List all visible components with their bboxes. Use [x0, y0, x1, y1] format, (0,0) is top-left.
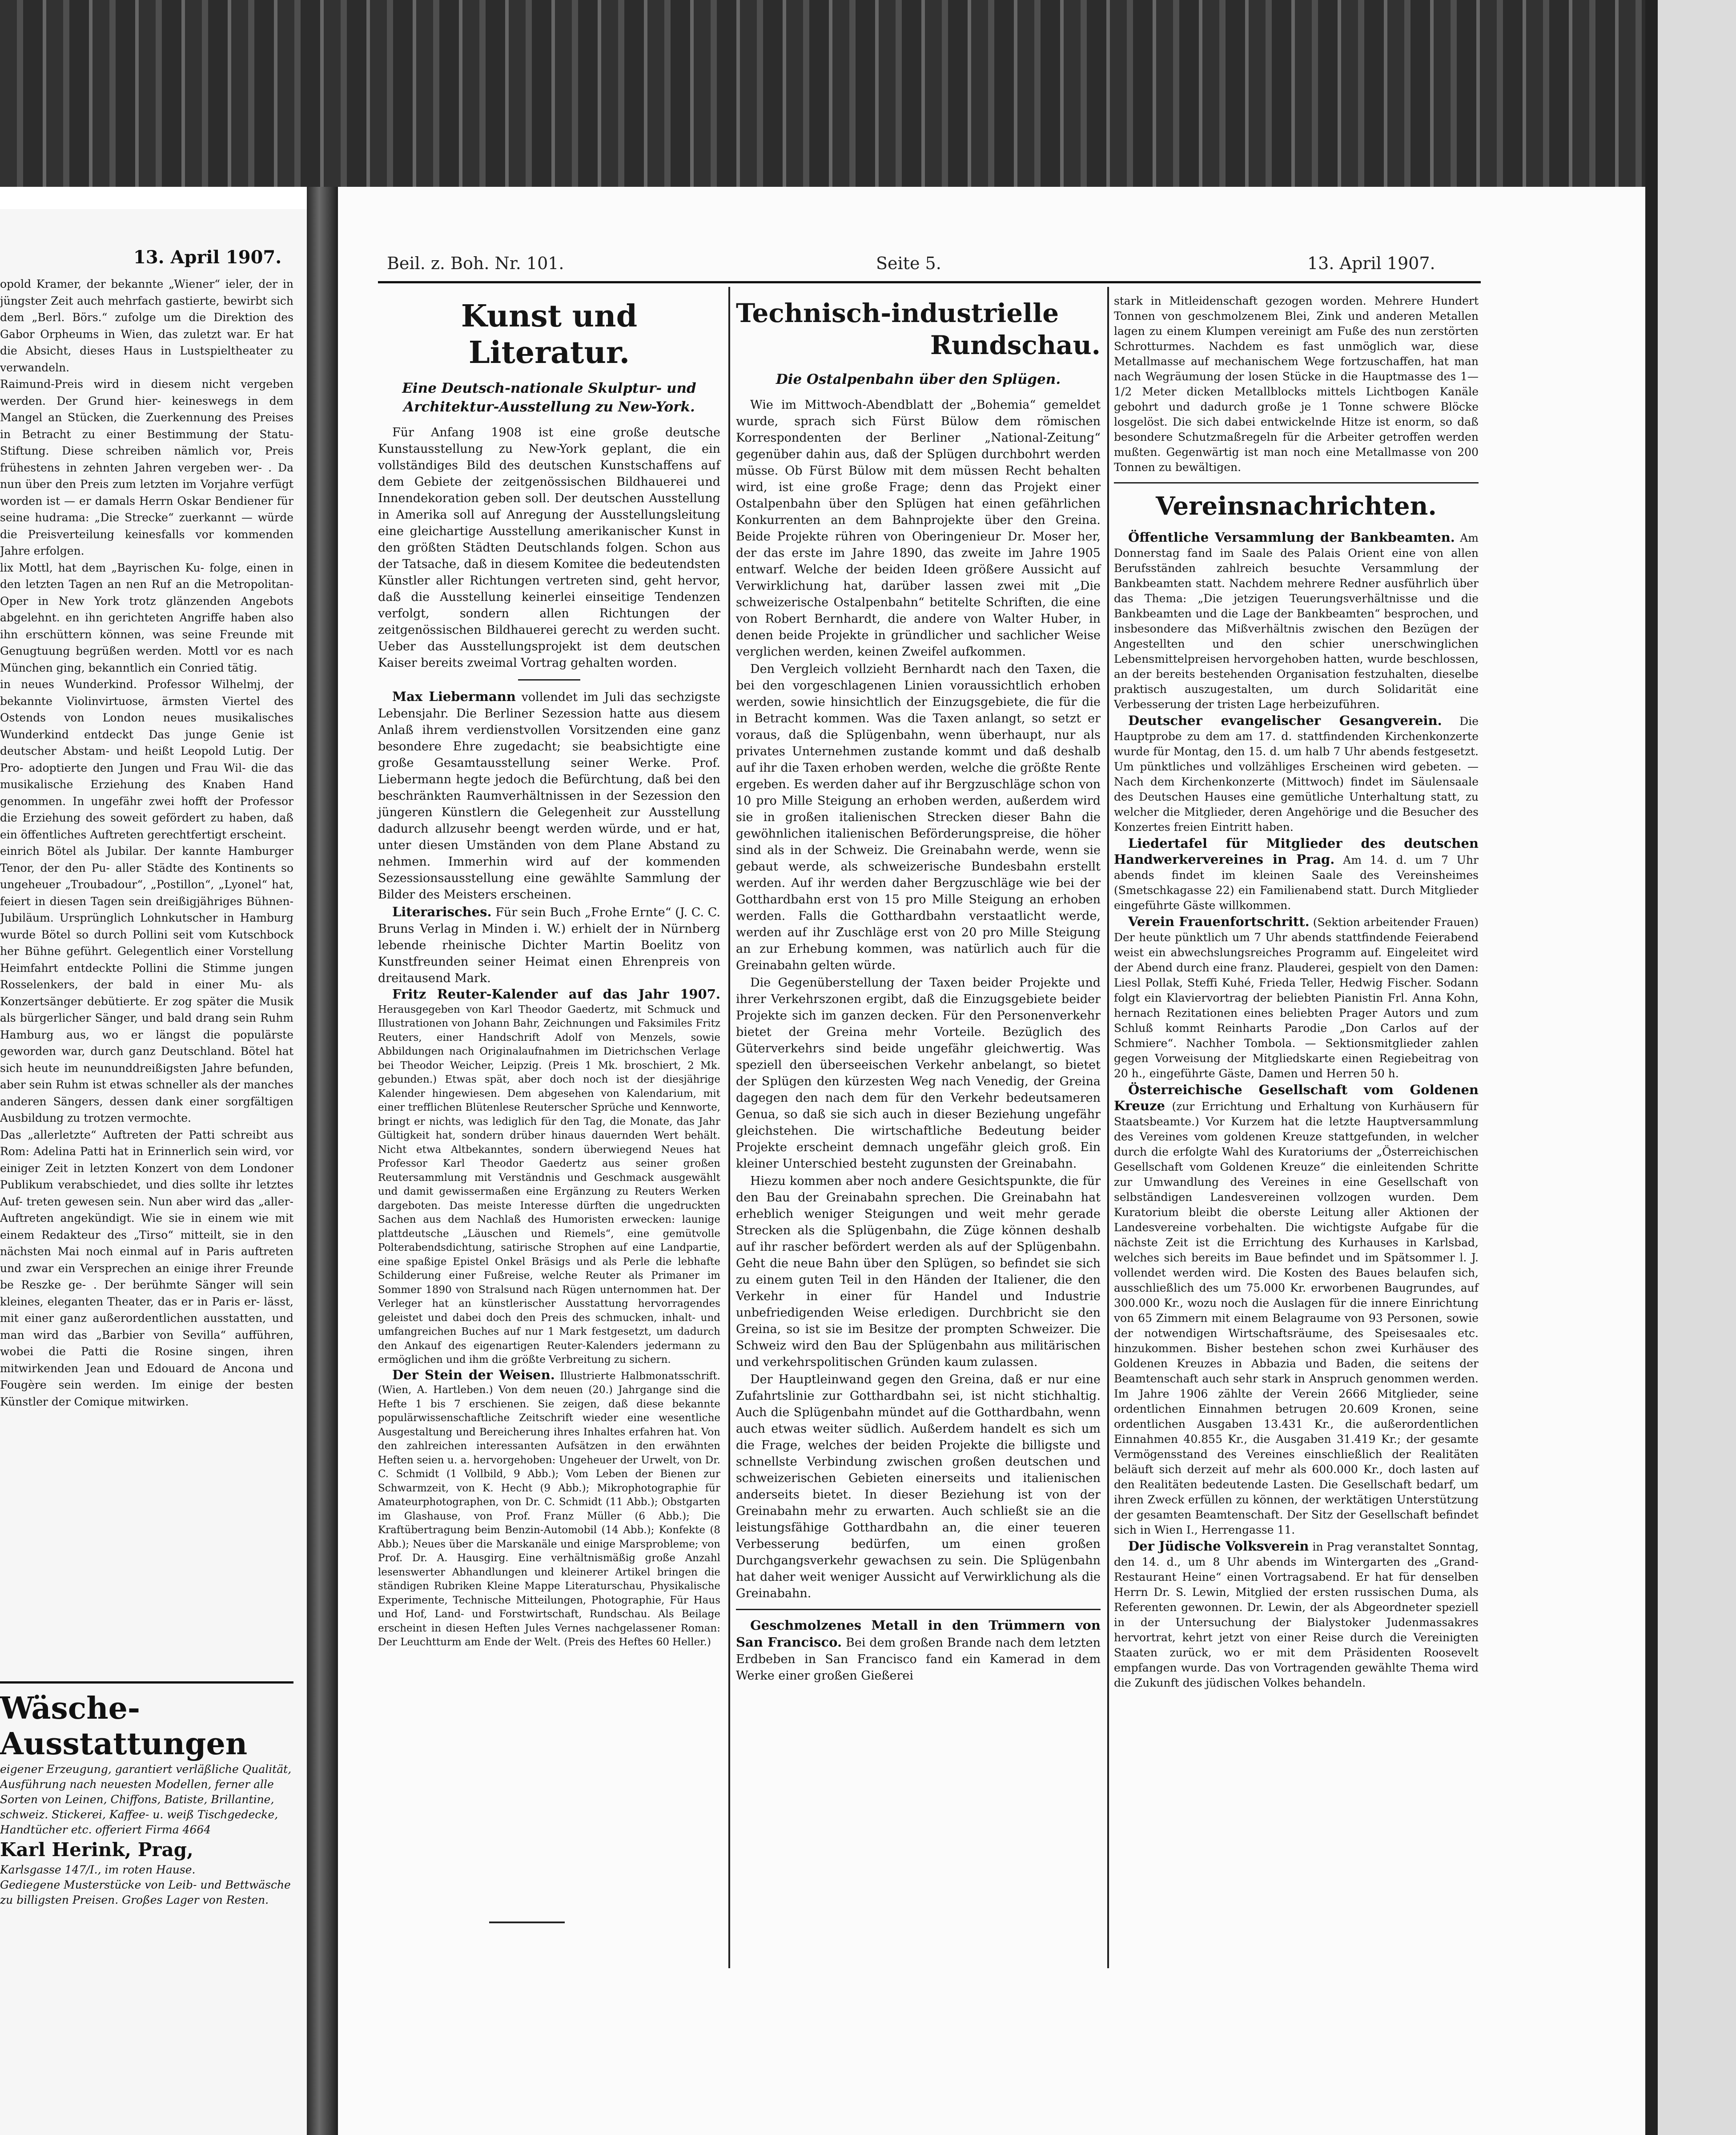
article-paragraph: Literarisches. Für sein Buch „Frohe Ernte“ (J. C. C. Bruns Verlag in Minden i. W.) erhielt der in Nürnberg lebende rheinische Dichter Martin Boelitz von Kunstfreunden seiner Heimat einen Ehrenpreis von dreitausend Mark. — [378, 904, 721, 985]
article-heading: Verein Frauenfortschritt. — [1128, 914, 1310, 929]
article-paragraph: Die Gegenüberstellung der Taxen beider Projekte und ihrer Verkehrszonen ergibt, daß die Einzugsgebiete beider Projekte sich im ganzen decken. Für den Personenverkehr bietet der Greina mehr Vorteile. Bezüglich des Güterverkehrs sind beide ungefähr gleichwertig. Was speziell den überseeischen Verkehr anbelangt, so bietet der Splügen den kürzesten Weg nach Venedig, der Greina dagegen den nach dem für den Verkehr bedeutsameren Genua, so daß sie sich auch in dieser Beziehung ungefähr gleichstehen. Die wirtschaftliche Bedeutung beider Projekte erscheint demnach ungefähr gleich groß. Ein kleiner Unterschied besteht zugunsten der Greinabahn. — [736, 976, 1101, 1171]
left-article-4: in neues Wunderkind. Professor Wilhelmj, der bekannte Violinvirtuose, ärmsten Viertel des Ostends von London neues musikalisches Wunderkind entdeckt Das junge Genie ist deutscher Abstam- und heißt Leopold Lutig. Der Pro- adoptierte den Jungen und Frau Wil- die das musikalische Erziehung des Knaben Hand genommen. In ungefähr zwei hofft der Professor die Erziehung des soweit gefördert zu haben, daß ein öffentliches Auftreten gerechtfertigt erscheint. — [0, 678, 293, 841]
page-gutter — [307, 187, 338, 2135]
article-heading: Geschmolzenes Metall in den Trümmern von San Francisco. — [736, 1618, 1101, 1650]
article-paragraph: Öffentliche Versammlung der Bankbeamten. Am Donnerstag fand im Saale des Palais Orient eine von allen Berufsständen zahlreich besuchte Versammlung der Bankbeamten statt. Nachdem mehrere Redner ausführlich über das Thema: „Die jetzigen Teuerungsverhältnisse und die Bankbeamten und die Lage der Bankbeamten“ besprochen, und insbesondere das Mißverhältnis zwischen den Bezügen der Angestellten und den schier unerschwinglichen Lebensmittelpreisen hervorgehoben hatten, wurde beschlossen, an der bereits bestehenden Organisation festzuhalten, dieselbe praktisch auszugestalten, um durch Solidarität eine Verbesserung der tristen Lage herbeizuführen. — [1114, 530, 1479, 711]
ad-address: Karlsgasse 147/I., im roten Hause. — [0, 1863, 196, 1876]
article-paragraph: Liedertafel für Mitglieder des deutschen Handwerkervereines in Prag. Am 14. d. um 7 Uhr abends findet im kleinen Saale des Vereinsheimes (Smetschkagasse 22) ein Familienabend statt. Durch Mitglieder eingeführte Gäste willkommen. — [1114, 836, 1479, 912]
article-heading: Deutscher evangelischer Gesangverein. — [1128, 713, 1442, 728]
article-paragraph: Der Jüdische Volksverein in Prag veranstaltet Sonntag, den 14. d., um 8 Uhr abends im Wintergarten des „Grand-Restaurant Heine“ einen Vortragsabend. Er hat für denselben Herrn Dr. S. Lewin, Mitglied der ersten russischen Duma, als Referenten gewonnen. Dr. Lewin, der als Abgeordneter speziell in der Untersuchung der Bialystoker Judenmassakres hervortrat, kehrt jetzt von einer Reise durch die Vereinigten Staaten zurück, wo er mit dem Präsidenten Roosevelt empfangen wurde. Das von Vortragenden gewählte Thema wird die Zukunft des jüdischen Volkes behandeln. — [1114, 1539, 1479, 1689]
ad-footer: Gediegene Musterstücke von Leib- und Bettwäsche zu billigsten Preisen. Großes Lager von Resten. — [0, 1878, 291, 1906]
article-paragraph: Verein Frauenfortschritt. (Sektion arbeitender Frauen) Der heute pünktlich um 7 Uhr abends stattfindende Feierabend weist ein abwechslungsreiches Programm auf. Eingeleitet wird der Abend durch eine franz. Plauderei, gespielt von den Damen: Liesl Pollak, Steffi Kuhé, Frieda Teller, Hedwig Fischer. Sodann folgt ein Klaviervortrag der beliebten Pianistin Frl. Anna Kohn, hernach Rezitationen eines beliebten Prager Autors und zum Schluß kommt Reinharts Parodie „Don Carlos auf der Schmiere“. Nachher Tombola. — Sektionsmitglieder zahlen gegen Vorweisung der Mitgliedskarte einen Regiebeitrag von 20 h., eingeführte Gäste, Damen und Herren 50 h. — [1114, 914, 1479, 1080]
column-rule-2 — [1107, 287, 1109, 1968]
column-technical — [736, 294, 1101, 1685]
article-paragraph: Wie im Mittwoch-Abendblatt der „Bohemia“ gemeldet wurde, sprach sich Fürst Bülow dem römischen Korrespondenten der Berliner „National-Zeitung“ gegenüber dahin aus, daß der Splügen durchbohrt werden müsse. Ob Fürst Bülow mit dem müssen Recht behalten wird, ist eine große Frage; denn das Projekt einer Ostalpenbahn über den Splügen hat einen gefährlichen Konkurrenten an dem Bahnprojekte über den Greina. Beide Projekte rühren von Oberingenieur Dr. Moser her, der das erste im Jahre 1890, das zweite im Jahre 1905 entwarf. Welche der beiden Ideen größere Aussicht auf Verwirklichung hat, darüber lassen zwei mit „Die schweizerische Ostalpenbahn“ betitelte Schriften, die eine von Robert Bernhardt, die andere von Walter Huber, in denen beide Projekte in gründlicher und sachlicher Weise verglichen werden, keinen Zweifel aufkommen. — [736, 398, 1101, 659]
advertisement — [0, 1681, 293, 1908]
ad-firm: Karl Herink, Prag, — [0, 1839, 193, 1861]
ad-title: Wäsche-Ausstattungen — [0, 1691, 248, 1762]
section-title-technical: Technisch-industrielle Rundschau. — [736, 298, 1101, 360]
header-page-number: Seite 5. — [876, 254, 941, 273]
ad-phone: 4664 — [182, 1823, 211, 1836]
header-date: 13. April 1907. — [1307, 254, 1435, 273]
ad-text: eigener Erzeugung, garantiert verläßliche Qualität, Ausführung nach neuesten Modellen, ferner alle Sorten von Leinen, Chiffons, Batiste, Brillantine, schweiz. Stickerei, Kaffee- u. weiß Tischgedecke, Handtücher etc. offeriert Firma — [0, 1763, 292, 1836]
left-article-2: Raimund-Preis wird in diesem nicht vergeben werden. Der Grund hier- keineswegs in dem Mangel an Stücken, die Zuerkennung des Preises in Betracht zu einer Bestimmung der Statu- Stiftung. Diese schreiben nämlich vor, Preis frühestens in zehnten Jahren vergeben wer- . Da nun über den Preis zum letzten im Vorjahre verfügt worden ist — er damals Herrn Oskar Bendiener für seine hudrama: „Die Strecke“ zuerkannt — würde die Preisverteilung keinesfalls vor kommenden Jahre erfolgen. — [0, 378, 293, 557]
header-rule — [378, 281, 1481, 283]
article-paragraph: Für Anfang 1908 ist eine große deutsche Kunstausstellung zu New-York geplant, die ein vollständiges Bild des deutschen Kunstschaffens auf dem Gebiete der zeitgenössischen Bildhauerei und Innendekoration geben soll. Der deutschen Ausstellung in Amerika soll auf Anregung der Ausstellungsleitung eine gleichartige Ausstellung amerikanischer Kunst in den größten Städten Deutschlands folgen. Schon aus der Tatsache, daß in diesem Komitee die bedeutendsten Künstler aller Richtungen vertreten sind, geht hervor, daß die Ausstellung keinerlei einseitige Tendenzen verfolgt, sondern allen Richtungen der zeitgenössischen Bildhauerei gerecht zu werden sucht. Ueber das Ausstellungsprojekt ist dem deutschen Kaiser bereits zweimal Vortrag gehalten worden. — [378, 426, 720, 670]
column-rule-1 — [728, 287, 730, 1968]
article-heading: Öffentliche Versammlung der Bankbeamten. — [1128, 530, 1455, 545]
left-article-6: Das „allerletzte“ Auftreten der Patti schreibt aus Rom: Adelina Patti hat in Erinnerlich sein wird, vor einiger Zeit in letzten Konzert von dem Londoner Publikum verabschiedet, und dies sollte ihr letztes Auf- treten gewesen sein. Nun aber wird das „aller- Auftreten angekündigt. Wie sie in einem wie mit einem Redakteur des „Tirso“ mitteilt, sie in den nächsten Mai noch einmal auf in Paris auftreten und zwar ein Versprechen an einige ihrer Freunde be Reszke ge- . Der berühmte Sänger will sein kleines, eleganten Theater, das er in Paris er- lässt, mit einer ganz außerordentlichen ausstatten, und man wird das „Barbier von Sevilla“ aufführen, wobei die Patti die Rosine singen, ihren mitwirkenden Jean und Edouard de Ancona und Fougère sein werden. Im einige der besten Künstler der Comique mitwirken. — [0, 1128, 293, 1408]
left-article-5: einrich Bötel als Jubilar. Der kannte Hamburger Tenor, der den Pu- aller Städte des Kontinents so ungeheuer „Troubadour“, „Postillon“, „Lyonel“ hat, feiert in diesen Tagen sein dreißigjähriges Bühnen-Jubiläum. Ursprünglich Lohnkutscher in Hamburg wurde Bötel so durch Pollini seit vom Kutschbock her Bühne geführt. Gelegentlich einer Vorstellung Heimfahrt entdeckte Pollini die Stimme jungen Rosselenkers, der bald in einer Mu- als Konzertsänger debütierte. Er zog später die Musik als bürgerlicher Sänger, und bald drang sein Ruhm Hamburg aus, wo er längst die populärste geworden war, durch ganz Deutschland. Bötel hat sich heute im neununddreißigsten Jahre befunden, aber sein Ruhm ist etwas schneller als der manches anderen Sängers, dessen dank einer sorgfältigen Ausbildung zu trotzen vermochte. — [0, 845, 294, 1124]
article-paragraph: Der Hauptleinwand gegen den Greina, daß er nur eine Zufahrtslinie zur Gotthardbahn sei, ist nicht stichhaltig. Auch die Splügenbahn mündet auf die Gotthardbahn, wenn auch etwas weiter südlich. Außerdem handelt es sich um die Frage, welches der beiden Projekte die billigste und schnellste Verbindung zwischen großen deutschen und schweizerischen Gebieten einerseits und italienischen anderseits bietet. In dieser Beziehung ist von der Greinabahn mehr zu erwarten. Auch schließt sie an die leistungsfähige Gotthardbahn an, die einer teueren Verbesserung bedürfen, um einen großen Durchgangsverkehr gewachsen zu sein. Die Splügenbahn hat daher weit weniger Aussicht auf Verwirklichung als die Greinabahn. — [736, 1373, 1101, 1600]
article-heading: Der Jüdische Volksverein — [1128, 1539, 1309, 1554]
article-heading: Liedertafel für Mitglieder des deutschen Handwerkervereines in Prag. — [1114, 836, 1479, 867]
article-subtitle: Die Ostalpenbahn über den Splügen. — [776, 371, 1061, 387]
article-paragraph: stark in Mitleidenschaft gezogen worden. Mehrere Hundert Tonnen von geschmolzenem Blei, Zink und anderen Metallen lagen zu einem Klumpen vereinigt am Fuße des nun zerstörten Schrotturmes. Nachdem es fast unmöglich war, diese Metallmasse auf mechanischem Wege fortzuschaffen, hat man nach Wegräumung der losen Stücke in die Hauptmasse des 1—1/2 Meter dicken Metallblocks mittels Lichtbogen Kanäle gebohrt und dadurch große je 1 Tonne schwere Blöcke losgelöst. Die sich dabei entwickelnde Hitze ist enorm, so daß besondere Schutzmaßregeln für die Arbeiter getroffen werden mußten. Gegenwärtig ist man noch eine Metallmasse von 200 Tonnen zu bewältigen. — [1114, 294, 1479, 474]
section-title-associations: Vereinsnachrichten. — [1156, 491, 1437, 521]
article-paragraph: Fritz Reuter-Kalender auf das Jahr 1907. Herausgegeben von Karl Theodor Gaedertz, mit Schmuck und Illustrationen von Johann Bahr, Zeichnungen und Faksimiles Fritz Reuters, einer Handschrift Adolf von Menzels, sowie Abbildungen nach Originalaufnahmen im Dietrichschen Verlage bei Theodor Weicher, Leipzig. (Preis 1 Mk. broschiert, 2 Mk. gebunden.) Etwas spät, aber doch noch ist der diesjährige Kalender hingewiesen. Dem abgesehen von Kalendarium, mit einer trefflichen Blütenlese Reuterscher Sprüche und Kennworte, bringt er nichts, was lediglich für den Tag, die Monate, das Jahr Gültigkeit hat, sondern drüber hinaus dauernden Wert behält. Nicht etwa Altbekanntes, sondern überwiegend Neues hat Professor Karl Theodor Gaedertz aus seiner großen Reutersammlung mit Verständnis und Geschmack ausgewählt und damit gewissermaßen eine Ergänzung zu Reuters Werken dargeboten. Das meiste Interesse dürften die ungedruckten Sachen aus dem Nachlaß des Humoristen erwecken: launige plattdeutsche „Läuschen und Riemels“, eine gemütvolle Polterabendsdichtung, satirische Strophen auf eine Landpartie, eine spaßige Epistel Onkel Bräsigs und als Perle die lebhafte Schilderung einer Fußreise, welche Reuter als Primaner im Sommer 1890 von Stralsund nach Rügen unternommen hat. Der Verleger hat an künstlerischer Ausstattung hervorragendes geleistet und dabei doch den Preis des schmucken, inhalt- und umfangreichen Buches auf nur 1 Mark festgesetzt, um dadurch den Ankauf des eigenartigen Reuter-Kalenders jedermann zu ermöglichen und ihm die größte Verbreitung zu sichern. — [378, 987, 720, 1366]
article-paragraph: Deutscher evangelischer Gesangverein. Die Hauptprobe zu dem am 17. d. stattfindenden Kirchenkonzerte wurde für Montag, den 15. d. um halb 7 Uhr abends festgesetzt. Um pünktliches und vollzähliges Erscheinen wird gebeten. — Nach dem Kirchenkonzerte (Mittwoch) findet im Säulensaale des Deutschen Hauses eine gemütliche Unterhaltung statt, zu welcher die Mitglieder, deren Angehörige und die Besucher des Konzertes freien Eintritt haben. — [1114, 713, 1479, 834]
article-paragraph: Den Vergleich vollzieht Bernhardt nach den Taxen, die bei den vorgeschlagenen Linien voraussichtlich erhoben werden, sowie hinsichtlich der Einzugsgebiete, die für die in Betracht kommen. Was die Taxen anlangt, so setzt er voraus, daß die Splügenbahn, wenn überhaupt, nur als privates Unternehmen zustande kommt und daß deshalb auf ihr die Taxen erhoben werden, welche die größte Rente ergeben. Es werden daher auf ihr Bergzuschläge schon von 10 pro Mille Steigung an erhoben werden, außerdem wird sie in großen italienischen Strecken dieser Bahn die gewöhnlichen italienischen Beförderungspreise, die höher sind als in der Schweiz. Die Greinabahn werde, wenn sie gebaut werde, als schweizerische Bundesbahn erstellt werden. Auf ihr werden daher Bergzuschläge wie bei der Gotthardbahn erst von 15 pro Mille Steigung an erhoben werden. Falls die Gotthardbahn verstaatlicht werde, werden auf ihr Zuschläge erst von 20 pro Mille Steigung an zur Erhebung kommen, was natürlich auch für die Greinabahn gelten würde. — [736, 662, 1101, 972]
divider — [736, 1609, 1101, 1610]
article-heading: Max Liebermann — [392, 689, 516, 704]
article-heading: Österreichische Gesellschaft vom Goldenen Kreuze — [1114, 1082, 1479, 1113]
column-end-rule — [489, 1922, 565, 1923]
article-paragraph: Max Liebermann vollendet im Juli das sechzigste Lebensjahr. Die Berliner Sezession hatte aus diesem Anlaß ihrem verdienstvollen Vorsitzenden eine ganz besondere Ehre zugedacht; sie beabsichtigte eine große Gesamtausstellung seiner Werke. Prof. Liebermann hegte jedoch die Befürchtung, daß bei den beschränkten Raumverhältnissen in der Sezession den jüngeren Künstlern die Gelegenheit zur Ausstellung dadurch allzusehr beengt werden würde, und er hat, unter diesen Umständen von dem Plane Abstand zu nehmen. Immerhin wird auf der kommenden Sezessionsausstellung eine gewählte Sammlung der Bilder des Meisters erscheinen. — [378, 689, 720, 902]
divider — [1114, 482, 1479, 483]
article-heading: Literarisches. — [392, 904, 492, 919]
previous-page-date: 13. April 1907. — [133, 247, 282, 268]
left-article-1: opold Kramer, der bekannte „Wiener“ ieler, der in jüngster Zeit auch mehrfach gastierte, bewirbt sich dem „Berl. Börs.“ zufolge um die Direktion des Gabor Orpheums in Wien, das zuletzt war. Er hat die Absicht, dieses Haus in Lustspieltheater zu verwandeln. — [0, 278, 293, 374]
article-subtitle: Eine Deutsch-nationale Skulptur- und Architektur-Ausstellung zu New-York. — [402, 380, 696, 415]
previous-page-column — [0, 276, 293, 1410]
column-associations — [1114, 294, 1479, 1692]
scanner-background-right — [1645, 0, 1736, 2135]
article-heading: Fritz Reuter-Kalender auf das Jahr 1907. — [392, 987, 720, 1002]
column-arts — [378, 294, 720, 1651]
article-paragraph: Geschmolzenes Metall in den Trümmern von San Francisco. Bei dem großen Brande nach dem letzten Erdbeben in San Francisco fand ein Kamerad in dem Werke einer großen Gießerei — [736, 1618, 1101, 1683]
header-issue: Beil. z. Boh. Nr. 101. — [387, 254, 564, 273]
scanner-background-top — [0, 0, 1736, 187]
article-heading: Der Stein der Weisen. — [392, 1367, 555, 1382]
section-title-arts: Kunst und Literatur. — [461, 298, 638, 371]
left-article-3: lix Mottl, hat dem „Bayrischen Ku- folge, einen in den letzten Tagen an nen Ruf an die Metropolitan-Oper in New York trotz glänzenden Angebots abgelehnt. en ihn gerichteten Angriffe haben also ihn erschüttern können, was seine Freunde mit Genugtuung begrüßen werden. Mottl vor es nach München ging, bekanntlich ein Conried tätig. — [0, 561, 293, 674]
ad-body — [0, 1762, 293, 1908]
article-paragraph: Der Stein der Weisen. Illustrierte Halbmonatsschrift. (Wien, A. Hartleben.) Von dem neuen (20.) Jahrgange sind die Hefte 1 bis 7 erschienen. Sie zeigen, daß diese bekannte populärwissenschaftliche Zeitschrift wieder eine wesentliche Ausgestaltung und Bereicherung ihres Inhaltes erfahren hat. Von den zahlreichen interessanten Aufsätzen in den erwähnten Heften seien u. a. hervorgehoben: Ungeheuer der Urwelt, von Dr. C. Schmidt (1 Vollbild, 9 Abb.); Vom Leben der Bienen zur Schwarmzeit, von K. Hecht (9 Abb.); Mikrophotographie für Amateurphotographen, von Dr. C. Schmidt (11 Abb.); Obstgarten im Glashause, von Prof. Franz Müller (6 Abb.); Die Kraftübertragung beim Benzin-Automobil (14 Abb.); Konfekte (8 Abb.); Neues über die Marskanäle und einige Marsprobleme; von Prof. Dr. A. Hausgirg. Eine verhältnismäßig große Anzahl lesenswerter Abhandlungen und kleinerer Artikel bringen die ständigen Rubriken Kleine Mappe Literaturschau, Physikalische Experimente, Technische Mitteilungen, Photographie, Für Haus und Hof, Land- und Forstwirtschaft, Rundschau. Als Beilage erscheint in diesen Heften Jules Vernes nachgelassener Roman: Der Leuchtturm am Ende der Welt. (Preis des Heftes 60 Heller.) — [378, 1367, 720, 1648]
divider — [518, 679, 580, 681]
article-paragraph: Österreichische Gesellschaft vom Goldenen Kreuze (zur Errichtung und Erhaltung von Kurhäusern für Staatsbeamte.) Vor Kurzem hat die letzte Hauptversammlung des Vereines vom goldenen Kreuze stattgefunden, in welcher durch die erfolgte Wahl des Kuratoriums der „Österreichischen Gesellschaft vom Goldenen Kreuze“ die einleitenden Schritte zur Umwandlung des Vereines in eine Gesellschaft von selbständigen Landesvereinen vollzogen wurden. Dem Kuratorium bleibt die oberste Leitung aller Aktionen der Landesvereine vorbehalten. Die wichtigste Aufgabe für die nächste Zeit ist die Errichtung des Kurhauses in Karlsbad, welches sich bereits im Baue befindet und im Spätsommer l. J. vollendet werden wird. Die Kosten des Baues belaufen sich, ausschließlich des um 75.000 Kr. erworbenen Baugrundes, auf 300.000 Kr., wozu noch die Auslagen für die innere Einrichtung von 65 Zimmern mit einem Belagraume von 93 Personen, sowie der notwendigen Wirtschaftsräume, des Speisesaales etc. hinzukommen. Bisher bestehen schon zwei Kurhäuser des Goldenen Kreuzes in Abbazia und Baden, die seitens der Beamtenschaft auch sehr stark in Anspruch genommen werden. Im Jahre 1906 zählte der Verein 2666 Mitglieder, seine ordentlichen Einnahmen betrugen 20.609 Kronen, seine ordentlichen Ausgaben 13.431 Kr., die außerordentlichen Einnahmen 40.855 Kr., die Ausgaben 31.419 Kr.; der gesamte Vermögensstand des Vereines einschließlich der Realitäten beläuft sich derzeit auf mehr als 600.000 Kr., doch lasten auf den Realitäten bedeutende Lasten. Die Gesellschaft bedarf, um ihren Zweck erfüllen zu können, der werktätigen Unterstützung der gesamten Beamtenschaft. Der Sitz der Gesellschaft befindet sich in Wien I., Herrengasse 11. — [1114, 1082, 1479, 1536]
article-paragraph: Hiezu kommen aber noch andere Gesichtspunkte, die für den Bau der Greinabahn sprechen. Die Greinabahn hat erheblich weniger Steigungen und weit mehr gerade Strecken als die Splügenbahn, die Züge können deshalb auf ihr rascher befördert werden als auf der Splügenbahn. Geht die neue Bahn über den Splügen, so befindet sie sich zu einem guten Teil in den Händen der Italiener, die den Verkehr in einer für Handel und Industrie unbefriedigenden Weise erledigen. Durchbricht sie den Greina, so ist sie im Besitze der prompten Schweizer. Die Schweiz wird den Bau der Splügenbahn aus militärischen und verkehrspolitischen Gründen kaum zulassen. — [736, 1174, 1101, 1369]
